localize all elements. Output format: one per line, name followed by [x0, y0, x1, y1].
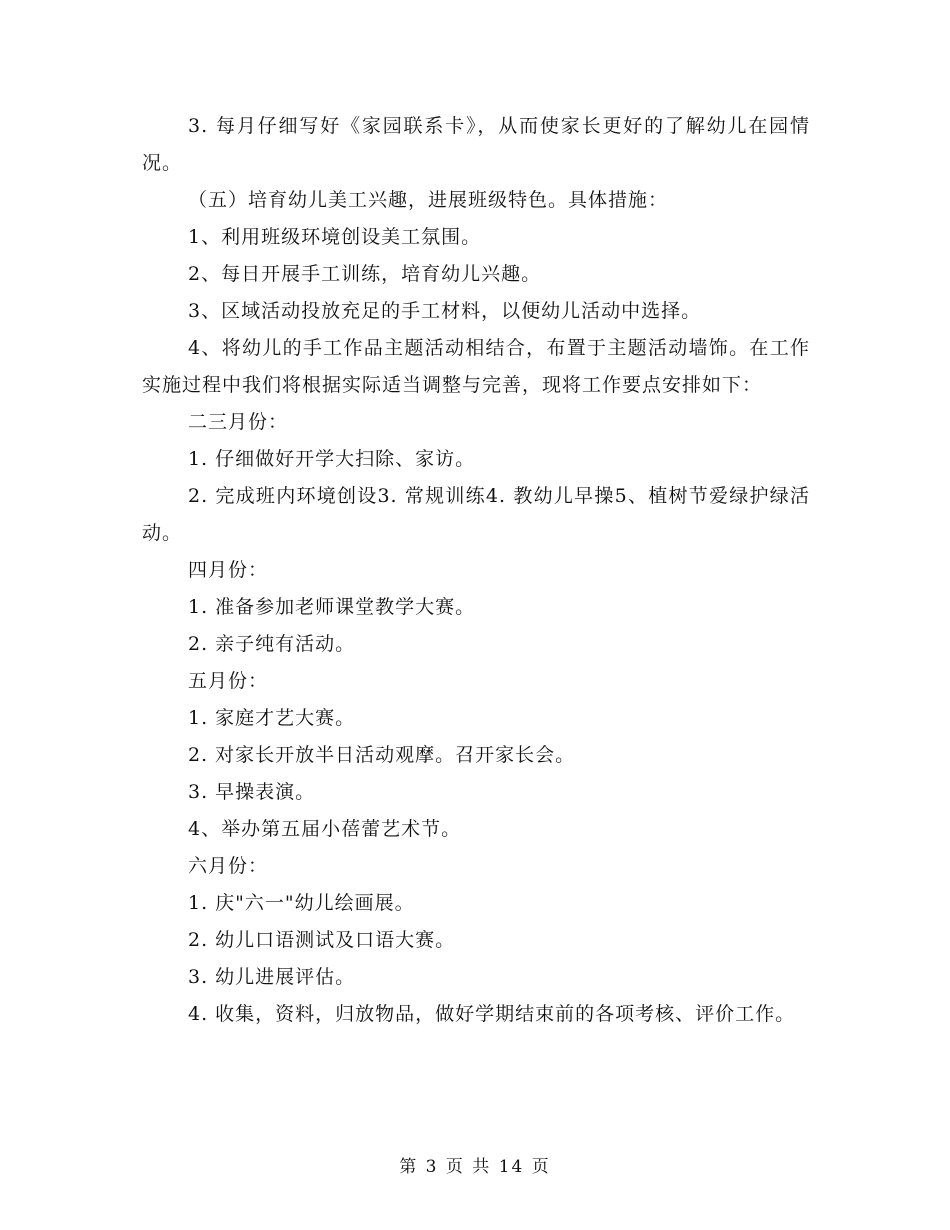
month-heading-june: 六月份： — [188, 855, 269, 877]
list-item-feb-mar-2: 2. 完成班内环境创设3. 常规训练4. 教幼儿早操5、植树节爱绿护绿活动。 — [142, 485, 810, 544]
paragraph-art-measure-3: 3、区域活动投放充足的手工材料，以便幼儿活动中选择。 — [188, 300, 702, 322]
list-item-april-1: 1. 准备参加老师课堂教学大赛。 — [188, 596, 476, 618]
list-item-june-3: 3. 幼儿进展评估。 — [188, 966, 356, 988]
list-item-may-1: 1. 家庭才艺大赛。 — [188, 707, 356, 729]
list-item-april-2: 2. 亲子纯有活动。 — [188, 633, 356, 655]
list-item-june-1: 1. 庆"六一"幼儿绘画展。 — [188, 892, 415, 914]
list-item-june-4: 4. 收集，资料，归放物品，做好学期结束前的各项考核、评价工作。 — [188, 1003, 796, 1025]
page-number-footer: 第 3 页 共 14 页 — [399, 1157, 551, 1177]
list-item-june-2: 2. 幼儿口语测试及口语大赛。 — [188, 929, 456, 951]
list-item-may-4: 4、举办第五届小蓓蕾艺术节。 — [188, 818, 462, 840]
section-heading-art-interest: （五）培育幼儿美工兴趣，进展班级特色。具体措施： — [188, 189, 669, 211]
list-item-may-3: 3. 早操表演。 — [188, 781, 316, 803]
paragraph-art-measure-1: 1、利用班级环境创设美工氛围。 — [188, 226, 482, 248]
month-heading-april: 四月份： — [188, 559, 269, 581]
month-heading-may: 五月份： — [188, 670, 269, 692]
list-item-may-2: 2. 对家长开放半日活动观摩。召开家长会。 — [188, 744, 576, 766]
month-heading-feb-mar: 二三月份： — [188, 411, 289, 433]
paragraph-art-measure-2: 2、每日开展手工训练，培育幼儿兴趣。 — [188, 263, 542, 285]
paragraph-family-contact-card: 3. 每月仔细写好《家园联系卡》，从而使家长更好的了解幼儿在园情况。 — [142, 115, 810, 174]
paragraph-art-measure-4: 4、将幼儿的手工作品主题活动相结合，布置于主题活动墙饰。在工作实施过程中我们将根据实际适当调整与完善，现将工作要点安排如下： — [142, 337, 810, 396]
list-item-feb-mar-1: 1. 仔细做好开学大扫除、家访。 — [188, 448, 476, 470]
document-body — [142, 108, 810, 1033]
